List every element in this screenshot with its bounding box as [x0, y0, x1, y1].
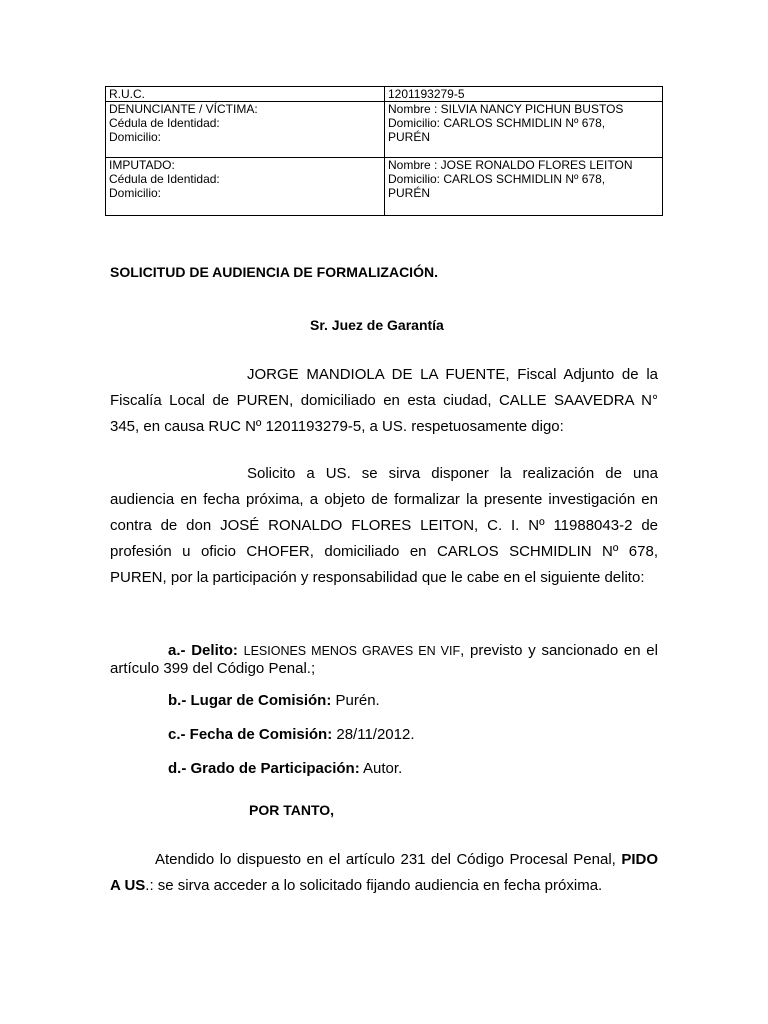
request-paragraph [110, 461, 658, 591]
victim-value-cell [385, 102, 663, 158]
request-paragraph-text: Solicito a US. se sirva disponer la realización de una audiencia en fecha próxima, a objeto de formalizar la presente investigación en contra de don JOSÉ RONALDO FLORES LEITON, C. I. Nº 11988043-2 de profesión u oficio CHOFER, domiciliado en CARLOS SCHMIDLIN Nº 678, PUREN, por la participación y responsabilidad que le cabe en el siguiente delito: [110, 465, 658, 586]
case-header-table [105, 86, 663, 216]
closing-paragraph [110, 847, 658, 899]
accused-label-cell [106, 158, 385, 216]
item-c-value: 28/11/2012. [332, 726, 415, 743]
accused-label: IMPUTADO: [109, 158, 175, 172]
closing-paragraph-end: .: se sirva acceder a lo solicitado fijando audiencia en fecha próxima. [145, 877, 603, 894]
victim-name: Nombre : SILVIA NANCY PICHUN BUSTOS [388, 102, 624, 116]
ruc-value: 1201193279-5 [388, 87, 465, 101]
item-lugar [110, 692, 658, 709]
item-a-label: a.- Delito: [168, 642, 238, 659]
victim-label: DENUNCIANTE / VÍCTIMA: [109, 102, 258, 116]
document-title: SOLICITUD DE AUDIENCIA DE FORMALIZACIÓN. [110, 264, 438, 280]
item-b-value: Purén. [331, 692, 380, 709]
victim-city: PURÉN [388, 130, 431, 144]
item-grado [110, 760, 658, 777]
item-b-label: b.- Lugar de Comisión: [168, 692, 332, 709]
accused-city: PURÉN [388, 186, 431, 200]
item-d-value: Autor. [359, 760, 403, 777]
ruc-label: R.U.C. [109, 87, 145, 101]
closing-paragraph-start: Atendido lo dispuesto en el artículo 231 del Código Procesal Penal, [155, 851, 622, 868]
victim-row [106, 102, 663, 158]
intro-paragraph [110, 362, 658, 440]
item-d-label: d.- Grado de Participación: [168, 760, 360, 777]
closing-paragraph-bold: PIDO A US [110, 851, 658, 894]
item-delito [110, 642, 658, 677]
victim-address: Domicilio: CARLOS SCHMIDLIN Nº 678, [388, 116, 606, 130]
accused-address-label: Domicilio: [109, 186, 162, 200]
item-fecha [110, 726, 658, 743]
intro-paragraph-text: JORGE MANDIOLA DE LA FUENTE, Fiscal Adjunto de la Fiscalía Local de PUREN, domiciliado en esta ciudad, CALLE SAAVEDRA N° 345, en causa RUC Nº 1201193279-5, a US. respetuosamente digo: [110, 366, 658, 435]
accused-value-cell [385, 158, 663, 216]
item-a-delito: LESIONES MENOS GRAVES EN VIF [243, 644, 461, 658]
accused-id-label: Cédula de Identidad: [109, 172, 220, 186]
victim-address-label: Domicilio: [109, 130, 162, 144]
accused-name: Nombre : JOSE RONALDO FLORES LEITON [388, 158, 633, 172]
item-a-rest: , previsto y sancionado en el artículo 399 del Código Penal.; [110, 642, 658, 677]
victim-label-cell [106, 102, 385, 158]
ruc-label-cell [106, 87, 385, 102]
accused-address: Domicilio: CARLOS SCHMIDLIN Nº 678, [388, 172, 606, 186]
ruc-row [106, 87, 663, 102]
victim-id-label: Cédula de Identidad: [109, 116, 220, 130]
addressee: Sr. Juez de Garantía [310, 317, 444, 333]
por-tanto-heading: POR TANTO, [249, 802, 335, 818]
accused-row [106, 158, 663, 216]
item-c-label: c.- Fecha de Comisión: [168, 726, 333, 743]
ruc-value-cell [385, 87, 663, 102]
